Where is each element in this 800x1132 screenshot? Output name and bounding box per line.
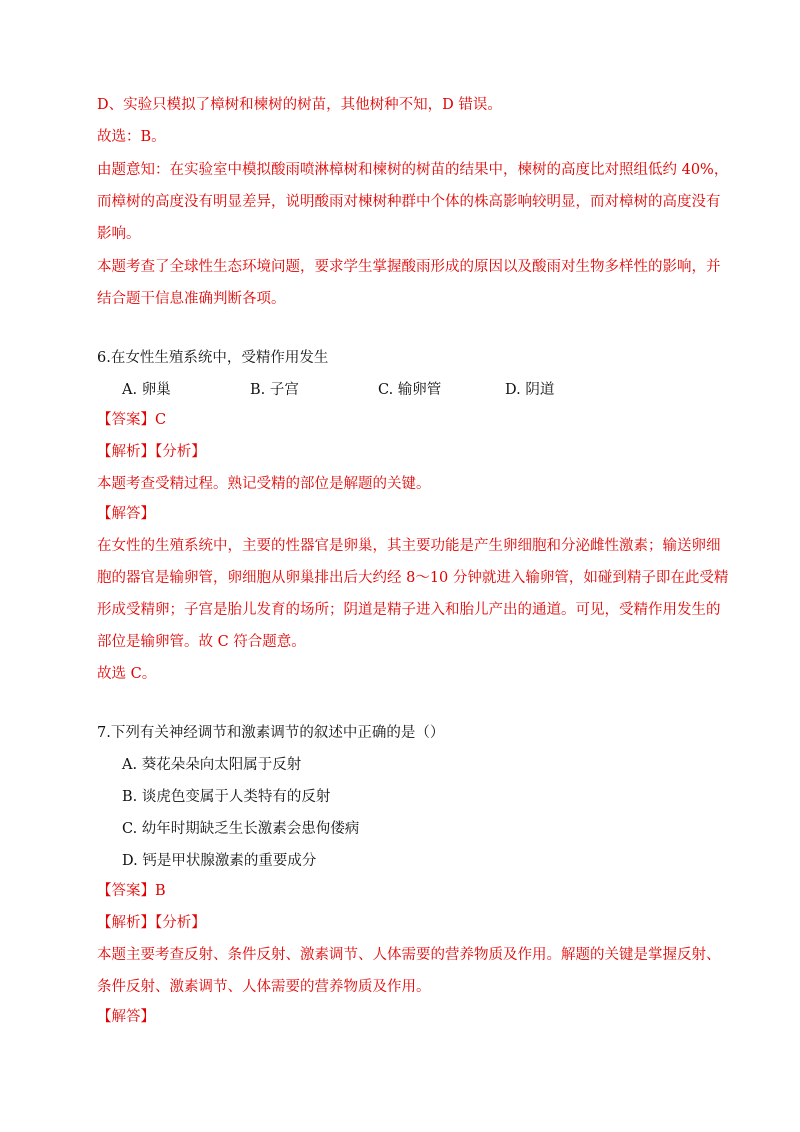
prev-choice: 故选：B。	[97, 129, 166, 145]
question-6-analysis: 本题考查受精过程。熟记受精的部位是解题的关键。	[97, 476, 431, 492]
question-7-option-b: B. 谈虎色变属于人类特有的反射	[122, 789, 331, 805]
question-7-option-c: C. 幼年时期缺乏生长激素会患佝偻病	[122, 821, 360, 837]
question-6-solution-line-4: 部位是输卵管。故 C 符合题意。	[97, 634, 306, 650]
question-6-option-c: C. 输卵管	[378, 382, 442, 398]
question-7-analysis-line-1: 本题主要考查反射、条件反射、激素调节、人体需要的营养物质及作用。解题的关键是掌握反射、	[97, 947, 721, 963]
question-7-analysis-line-2: 条件反射、激素调节、人体需要的营养物质及作用。	[97, 979, 431, 995]
prev-summary-line-1: 由题意知：在实验室中模拟酸雨喷淋樟树和楝树的树苗的结果中，楝树的高度比对照组低约 40%，	[97, 162, 729, 178]
answer-tag: 【答案】	[97, 883, 155, 899]
question-7-answer	[97, 881, 166, 901]
prev-option-d-explanation: D、实验只模拟了樟树和楝树的树苗，其他树种不知，D 错误。	[97, 97, 502, 113]
answer-tag: 【答案】	[97, 412, 155, 428]
question-6-stem: 6.在女性生殖系统中，受精作用发生	[97, 350, 329, 366]
question-6-solution-line-3: 形成受精卵；子宫是胎儿发育的场所；阴道是精子进入和胎儿产出的通道。可见，受精作用发生的	[97, 602, 721, 618]
question-6-solution-tag: 【解答】	[97, 506, 155, 522]
prev-summary-line-2: 而樟树的高度没有明显差异，说明酸雨对楝树种群中个体的株高影响较明显，而对樟树的高度没有	[97, 194, 721, 210]
answer-value: B	[155, 883, 166, 899]
question-7-stem: 7.下列有关神经调节和激素调节的叙述中正确的是（）	[97, 725, 445, 741]
question-6-answer	[97, 410, 166, 430]
question-6-option-b: B. 子宫	[250, 382, 299, 398]
answer-value: C	[155, 412, 167, 428]
question-6-solution-line-2: 胞的器官是输卵管，卵细胞从卵巢排出后大约经 8～10 分钟就进入输卵管，如碰到精子即在此受精	[97, 570, 729, 586]
question-7-solution-tag: 【解答】	[97, 1009, 155, 1025]
question-6-choice: 故选 C。	[97, 666, 157, 682]
question-6-solution-line-1: 在女性的生殖系统中，主要的性器官是卵巢，其主要功能是产生卵细胞和分泌雌性激素；输送卵细	[97, 538, 721, 554]
prev-note-line-2: 结合题干信息准确判断各项。	[97, 291, 286, 307]
question-7-analysis-tag: 【解析】【分析】	[97, 915, 206, 931]
prev-summary-line-3: 影响。	[97, 226, 141, 242]
prev-note-line-1: 本题考查了全球性生态环境问题，要求学生掌握酸雨形成的原因以及酸雨对生物多样性的影响，并	[97, 259, 721, 275]
question-7-option-d: D. 钙是甲状腺激素的重要成分	[122, 853, 317, 869]
question-7-option-a: A. 葵花朵朵向太阳属于反射	[122, 757, 302, 773]
question-6-analysis-tag: 【解析】【分析】	[97, 444, 206, 460]
question-6-option-a: A. 卵巢	[122, 382, 171, 398]
question-6-option-d: D. 阴道	[505, 382, 555, 398]
